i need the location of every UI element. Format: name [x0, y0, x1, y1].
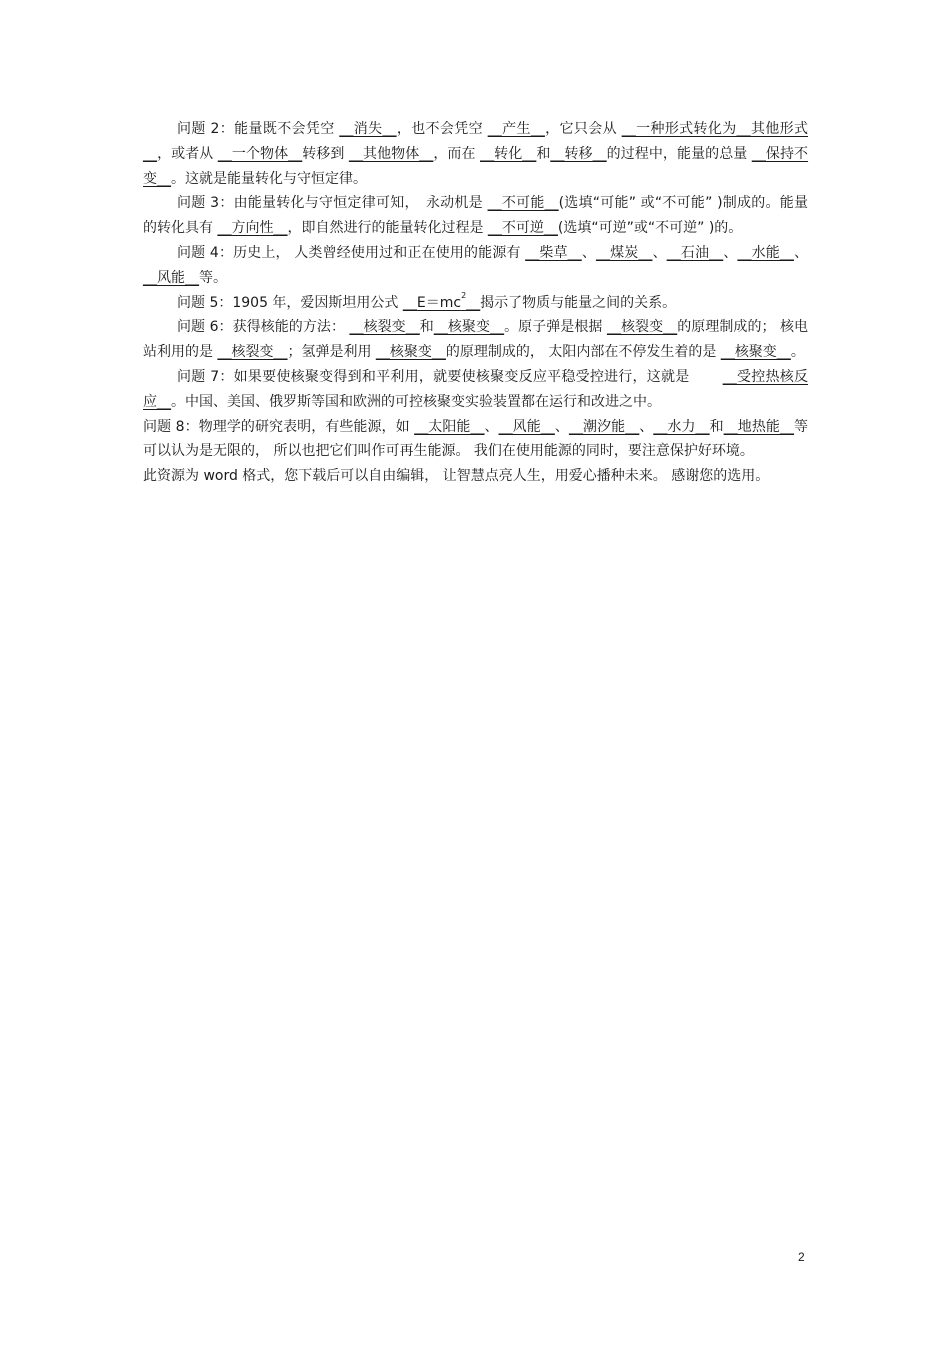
q6-answer-6: __核聚变__	[720, 344, 791, 361]
q8-answer-2: __风能__	[498, 418, 555, 435]
q3-answer-2: __方向性__	[217, 220, 288, 237]
q5-text-2: 揭示了物质与能量之间的关系。	[480, 294, 677, 311]
q2-answer-5: __其他物体__	[348, 145, 434, 162]
q4-answer-3: __石油__	[666, 244, 724, 261]
q6-answer-3: __核裂变__	[606, 319, 678, 336]
q6-text-6: 的原理制成的， 太阳内部在不停发生着的是	[445, 344, 721, 361]
q7-text-1: 问题 7：如果要使核聚变得到和平利用，就要使核聚变反应平稳受控进行，这就是	[177, 368, 723, 385]
q5-answer-formula	[402, 290, 481, 311]
q4-answer-5: __风能__	[143, 269, 199, 286]
q8-answer-5: __地热能__	[723, 418, 794, 435]
q2-answer-3: __一种形式转化为__其他形式__	[143, 121, 809, 162]
question-3	[143, 191, 808, 241]
document-body	[143, 117, 808, 489]
q2-answer-8: __保持不变__	[143, 145, 809, 187]
q4-answer-2: __煤炭__	[595, 244, 653, 261]
q2-text-6: ，而在	[433, 145, 481, 162]
q2-answer-6: __转化__	[480, 145, 537, 162]
q6-answer-4: __核裂变__	[217, 344, 288, 361]
q2-text-5: 转移到	[302, 145, 349, 162]
q5-formula-end: __	[466, 294, 481, 311]
q6-text-1: 问题 6：获得核能的方法：	[177, 319, 350, 336]
q3-answer-1: __不可能__	[487, 195, 559, 212]
resource-note: 此资源为 word 格式，您下载后可以自由编辑， 让智慧点亮人生，用爱心播种未来。 感谢您的选用。	[143, 468, 770, 485]
q6-text-3: 。原子弹是根据	[504, 319, 607, 336]
question-4	[143, 241, 808, 291]
q3-text-4: (选填“可逆”或“不可逆” )的。	[557, 220, 743, 237]
q7-answer-1: __受控热核反应__	[143, 368, 808, 410]
q2-answer-4: __一个物体__	[217, 145, 303, 162]
q6-answer-1: __核裂变__	[349, 319, 420, 336]
q2-answer-1: __消失__	[339, 121, 397, 137]
q5-formula-superscript: 2	[461, 290, 467, 300]
q3-answer-3: __不可逆__	[487, 220, 558, 237]
q2-text-2: ，也不会凭空	[396, 121, 488, 137]
q2-text-4: ，或者从	[157, 145, 218, 162]
question-2	[143, 117, 808, 191]
q2-text-1: 问题 2：能量既不会凭空	[177, 121, 340, 137]
q8-separator-3: 、	[639, 418, 654, 435]
question-6	[143, 315, 808, 365]
q3-text-2: (选填“可能” 或“不可能” )制成的。能量的转化具有	[143, 195, 808, 237]
q2-text-7: 和	[536, 145, 551, 162]
q4-separator-3: 、	[723, 244, 738, 261]
q8-text-1: 问题 8：物理学的研究表明，有些能源，如	[143, 418, 415, 435]
q5-text-1: 问题 5：1905 年，爱因斯坦用公式	[177, 294, 403, 311]
q8-separator-1: 、	[484, 418, 499, 435]
q8-separator-2: 、	[554, 418, 569, 435]
question-5	[143, 291, 808, 316]
q8-text-3: 等可以认为是无限的， 所以也把它们叫作可再生能源。 我们在使用能源的同时，要注意保护好环境。	[143, 418, 809, 460]
q6-text-4: 的原理制成的； 核电站利用的是	[143, 319, 809, 361]
q4-separator-2: 、	[652, 244, 667, 261]
q3-text-3: ，即自然进行的能量转化过程是	[287, 220, 488, 237]
q2-answer-7: __转移__	[550, 145, 607, 162]
q6-answer-2: __核聚变__	[433, 319, 505, 336]
q2-text-3: ，它只会从	[544, 121, 622, 137]
q2-text-8: 的过程中，能量的总量	[606, 145, 752, 162]
q6-text-7: 。	[790, 344, 805, 361]
q2-text-9: 。这就是能量转化与守恒定律。	[171, 170, 367, 187]
q3-text-1: 问题 3：由能量转化与守恒定律可知， 永动机是	[177, 195, 488, 212]
q8-answer-3: __潮汐能__	[568, 418, 640, 435]
q8-text-2: 和	[709, 418, 724, 435]
q8-answer-4: __水力__	[653, 418, 710, 435]
question-8	[143, 415, 808, 465]
q8-answer-1: __太阳能__	[414, 418, 485, 435]
q5-formula-main: __E＝mc	[402, 294, 462, 311]
q4-separator-1: 、	[581, 244, 596, 261]
q6-text-2: 和	[419, 319, 434, 336]
q7-text-2: 。中国、美国、俄罗斯等国和欧洲的可控核聚变实验装置都在运行和改进之中。	[171, 393, 661, 410]
page-number: 2	[798, 1250, 805, 1264]
q4-text-2: 等。	[199, 269, 227, 286]
question-7	[143, 365, 808, 415]
q4-answer-4: __水能__	[737, 244, 794, 261]
q6-answer-5: __核聚变__	[375, 344, 446, 361]
q4-text-1: 问题 4：历史上， 人类曾经使用过和正在使用的能源有	[177, 244, 526, 261]
q6-text-5: ；氢弹是利用	[287, 344, 376, 361]
q2-answer-2: __产生__	[487, 121, 545, 137]
q4-answer-1: __柴草__	[525, 244, 582, 261]
q4-separator-4: 、	[793, 244, 809, 261]
